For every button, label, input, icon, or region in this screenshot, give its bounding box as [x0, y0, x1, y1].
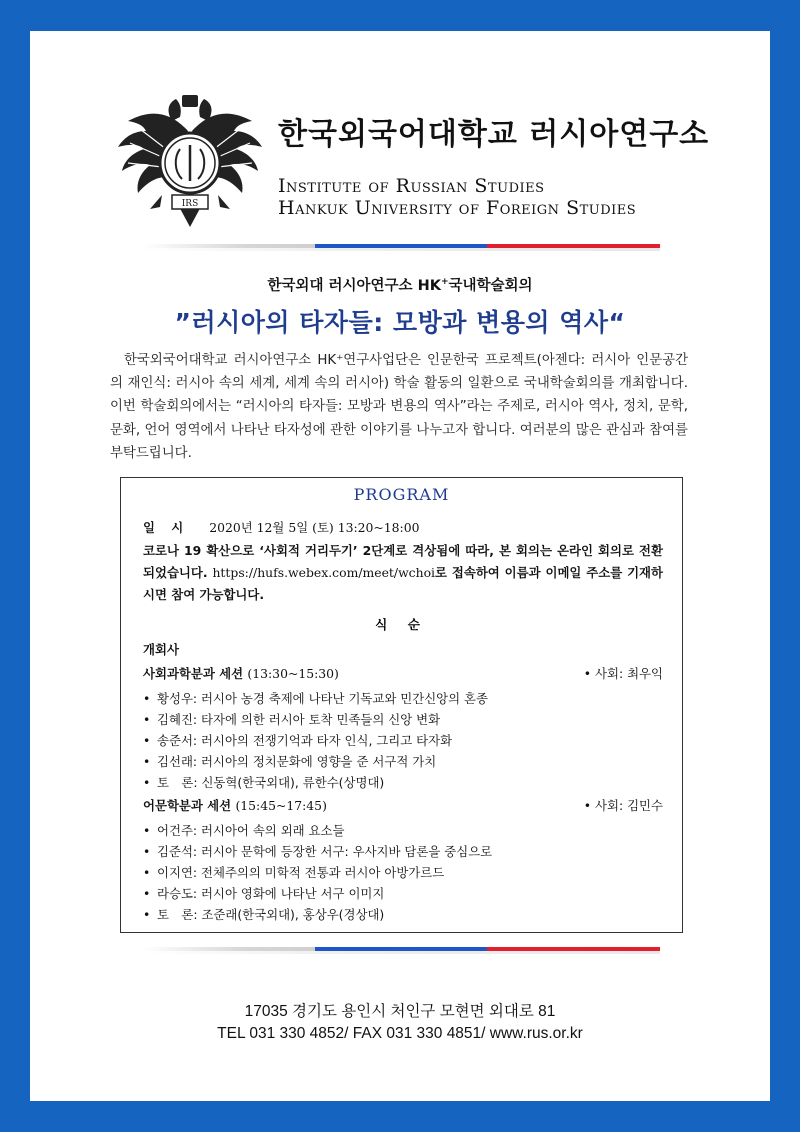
webex-link[interactable]: https://hufs.webex.com/meet/wchoi	[212, 565, 436, 580]
opening-remarks: 개회사	[143, 642, 179, 657]
emblem-label: IRS	[181, 199, 199, 209]
date-value: 2020년 12월 5일 (토) 13:20~18:00	[209, 520, 420, 535]
program-heading: PROGRAM	[353, 485, 450, 504]
session-header: 사회과학분과 세션 (13:30~15:30)	[143, 666, 339, 681]
list-item: • 어건주: 러시아어 속의 외래 요소들	[143, 820, 663, 841]
list-item: • 라승도: 러시아 영화에 나타난 서구 이미지	[143, 883, 663, 904]
double-headed-eagle-emblem-icon	[110, 91, 270, 231]
list-item: • 황성우: 러시아 농경 축제에 나타난 기독교와 민간신앙의 혼종	[143, 688, 663, 709]
poster-page	[30, 31, 770, 1101]
list-item: • 김혜진: 타자에 의한 러시아 토착 민족들의 신앙 변화	[143, 709, 663, 730]
footer-contact: TEL 031 330 4852/ FAX 031 330 4851/ www.rus.or.kr	[217, 1025, 583, 1042]
list-item: • 김준석: 러시아 문학에 등장한 서구: 우사지바 담론을 중심으로	[143, 841, 663, 862]
program-box	[120, 477, 683, 933]
tricolor-divider-top	[142, 244, 660, 248]
institute-name-korean: 한국외국어대학교 러시아연구소	[278, 117, 710, 152]
institute-header	[110, 91, 710, 231]
intro-paragraph: 한국외국어대학교 러시아연구소 HK⁺연구사업단은 인문한국 프로젝트(아젠다: 러시아 인문공간의 재인식: 러시아 속의 세계, 세계 속의 러시아) 학술 활동의 일환으로 국내학술회의를 개최합니다. 이번 학술회의에서는 “러시아의 타자들: 모방과 변용의 역사”라는 주제로, 러시아 역사, 정치, 문학, 문화, 언어 영역에서 나타난 타자성에 관한 이야기를 나누고자 합니다. 여러분의 많은 관심과 참여를 부탁드립니다.	[110, 353, 688, 461]
session-language-literature	[143, 796, 663, 925]
date-row	[143, 518, 420, 536]
online-notice: 코로나 19 확산으로 ‘사회적 거리두기’ 2단계로 격상됨에 따라, 본 회의는 온라인 회의로 전환되었습니다. https://hufs.webex.com/meet/wchoi로 접속하여 이름과 이메일 주소를 기재하시면 참여 가능합니다.	[143, 543, 663, 602]
session-talk-list	[143, 820, 663, 925]
session-talk-list	[143, 688, 663, 793]
event-subtitle: 한국외대 러시아연구소 HK+국내학술회의	[267, 277, 533, 294]
event-title: ”러시아의 타자들: 모방과 변용의 역사“	[174, 308, 626, 337]
session-header: 어문학분과 세션 (15:45~17:45)	[143, 798, 327, 813]
session-host: • 사회: 최우익	[583, 666, 663, 681]
date-label: 일 시	[143, 520, 190, 535]
list-item: • 이지연: 전체주의의 미학적 전통과 러시아 아방가르드	[143, 862, 663, 883]
tricolor-divider-bottom	[142, 947, 660, 951]
list-item: • 김선래: 러시아의 정치문화에 영향을 준 서구적 가치	[143, 751, 663, 772]
university-name-english: Hankuk University of Foreign Studies	[278, 197, 637, 219]
order-heading: 식 순	[375, 617, 428, 632]
list-item: • 송준서: 러시아의 전쟁기억과 타자 인식, 그리고 타자화	[143, 730, 663, 751]
list-item: • 토 론: 신동혁(한국외대), 류한수(상명대)	[143, 772, 663, 793]
institute-name-english: Institute of Russian Studies	[278, 175, 545, 197]
list-item: • 토 론: 조준래(한국외대), 홍상우(경상대)	[143, 904, 663, 925]
session-host: • 사회: 김민수	[583, 798, 663, 813]
footer-address: 17035 경기도 용인시 처인구 모현면 외대로 81	[244, 1003, 556, 1020]
session-social-science	[143, 664, 663, 793]
